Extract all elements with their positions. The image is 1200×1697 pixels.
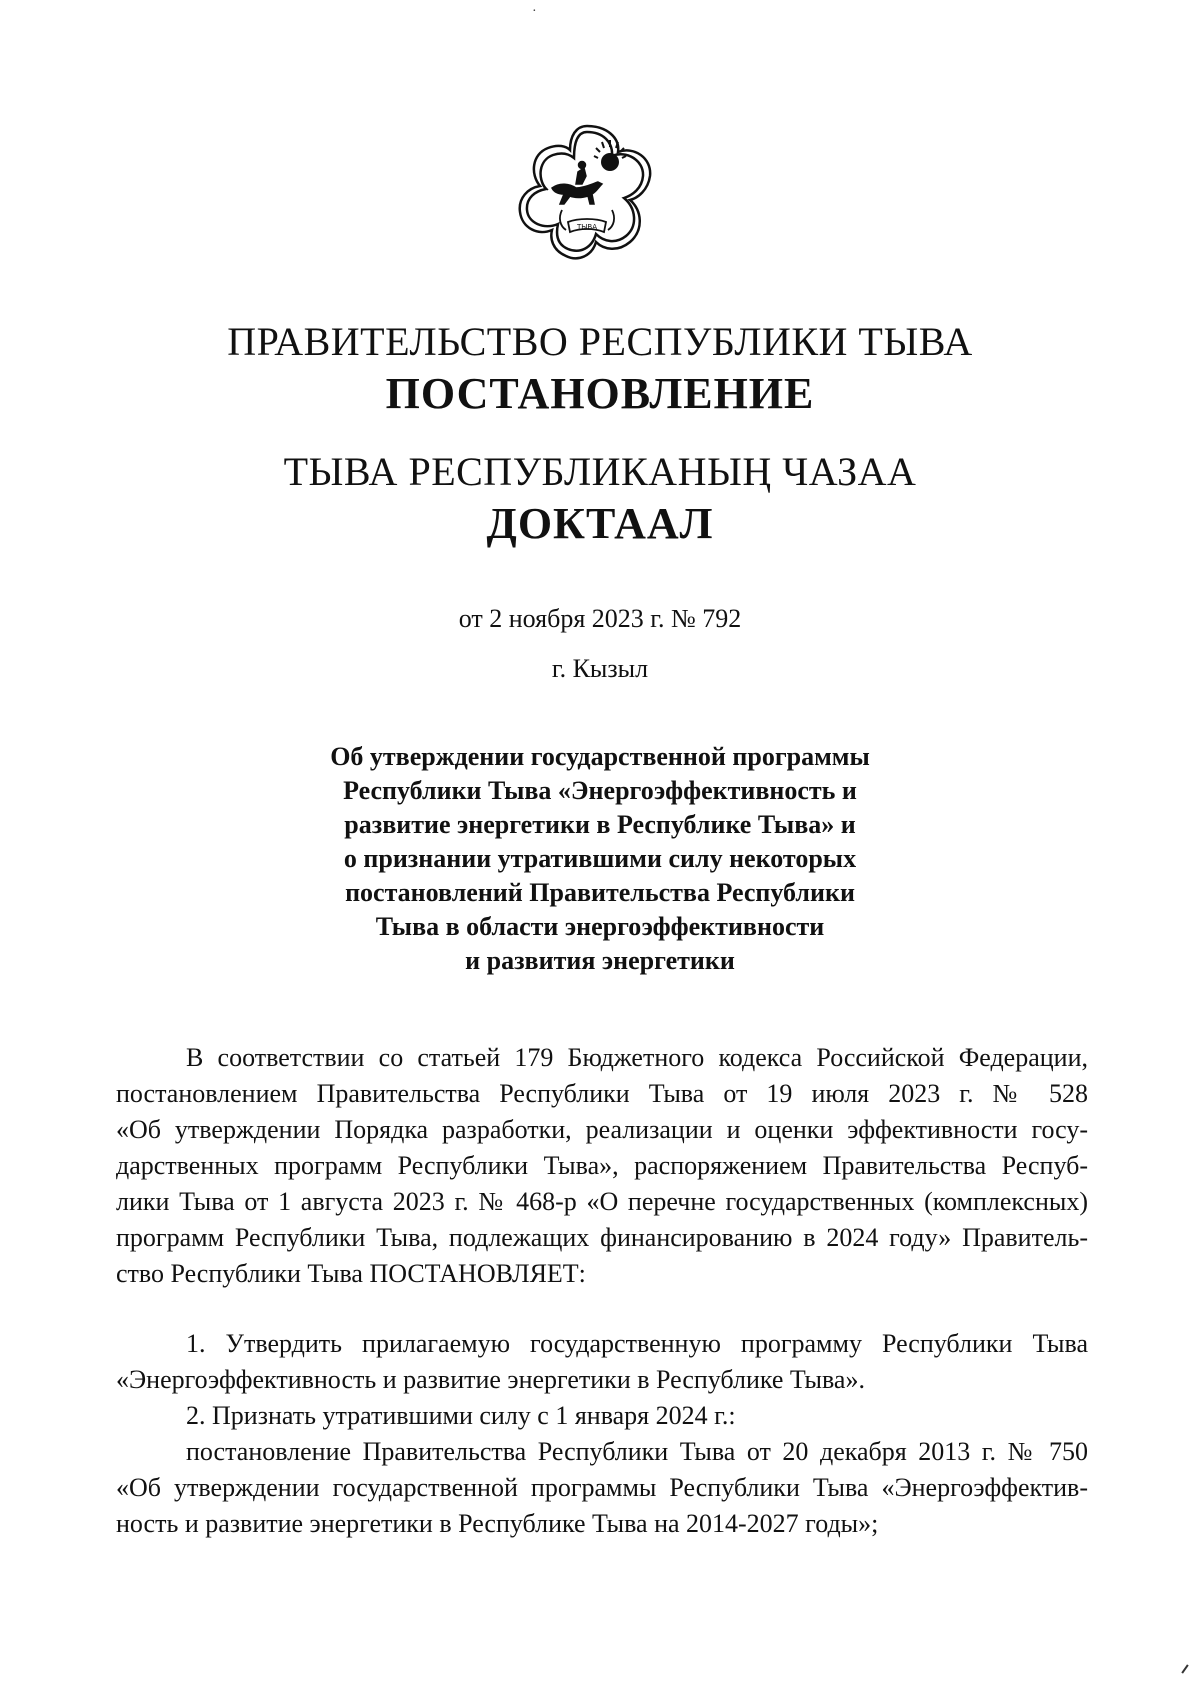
preamble-paragraph <box>116 1040 1088 1292</box>
decree-title <box>300 740 900 978</box>
text-line: «Об утверждении Порядка разработки, реализации и оценки эффективности госу- <box>116 1115 1088 1144</box>
scan-mark <box>1181 1664 1188 1673</box>
title-line: Тыва в области энергоэффективности <box>375 912 825 941</box>
text-line: лики Тыва от 1 августа 2023 г. № 468-р «О перечне государственных (комплексных) <box>116 1187 1088 1216</box>
paragraph-gap <box>116 1292 1088 1326</box>
title-line: о признании утратившими силу некоторых <box>343 844 857 873</box>
text-line: «Об утверждении государственной программы Республики Тыва «Энергоэффектив- <box>116 1473 1088 1502</box>
svg-text:ТЫВА: ТЫВА <box>576 223 598 231</box>
text-line: 2. Признать утратившими силу с 1 января 2024 г.: <box>186 1401 736 1430</box>
item-2-sub-paragraph <box>116 1434 1088 1542</box>
text-line: В соответствии со статьей 179 Бюджетного кодекса Российской Федерации, <box>186 1043 1088 1072</box>
decree-date-number: от 2 ноября 2023 г. № 792 <box>458 604 742 633</box>
scan-mark: · <box>532 4 537 19</box>
text-line: программ Республики Тыва, подлежащих финансированию в 2024 году» Правитель- <box>116 1223 1088 1252</box>
title-line: развитие энергетики в Республике Тыва» и <box>344 810 856 839</box>
text-line: ство Республики Тыва ПОСТАНОВЛЯЕТ: <box>116 1259 586 1288</box>
title-line: Республики Тыва «Энергоэффективность и <box>343 776 857 805</box>
government-name-tv: ТЫВА РЕСПУБЛИКАНЫҢ ЧАЗАА <box>283 449 917 494</box>
decree-body <box>116 1040 1088 1542</box>
government-name-ru: ПРАВИТЕЛЬСТВО РЕСПУБЛИКИ ТЫВА <box>227 319 973 364</box>
text-line: дарственных программ Республики Тыва», распоряжением Правительства Респуб- <box>116 1151 1088 1180</box>
tuva-emblem-icon <box>512 118 662 268</box>
item-2-paragraph <box>116 1398 1088 1434</box>
decree-city: г. Кызыл <box>551 654 649 683</box>
decree-type-ru: ПОСТАНОВЛЕНИЕ <box>385 369 815 418</box>
text-line: 1. Утвердить прилагаемую государственную программу Республики Тыва <box>186 1329 1088 1358</box>
text-line: постановлением Правительства Республики Тыва от 19 июля 2023 г. № 528 <box>116 1079 1088 1108</box>
text-line: «Энергоэффективность и развитие энергетики в Республике Тыва». <box>116 1365 865 1394</box>
title-line: постановлений Правительства Республики <box>345 878 855 907</box>
title-line: и развития энергетики <box>465 946 735 975</box>
decree-type-tv: ДОКТААЛ <box>486 499 714 548</box>
text-line: постановление Правительства Республики Тыва от 20 декабря 2013 г. № 750 <box>186 1437 1088 1466</box>
item-1-paragraph <box>116 1326 1088 1398</box>
text-line: ность и развитие энергетики в Республике Тыва на 2014-2027 годы»; <box>116 1509 879 1538</box>
title-line: Об утверждении государственной программы <box>330 742 870 771</box>
